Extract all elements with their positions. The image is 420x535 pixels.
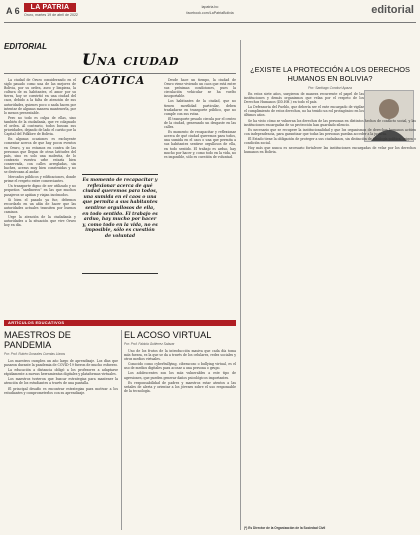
website-link[interactable]: lapatria.bo <box>201 5 219 9</box>
article-title: MAESTROS DE PANDEMIA <box>4 330 71 350</box>
opinion-paragraph: Es necesario que se recupere la institucionalidad y que los organismos de derechos humanos actúen con independencia, para garantizar que todas las personas puedan acceder a la justicia. <box>244 127 416 136</box>
editorial-paragraph: Es momento de recapacitar y reflexionar acerca de qué ciudad queremos para todos, una sumida en el caos o una que permita a sus habitantes sentirse orgullosos de ella, en todo sentido. El trabajo es arduo, hay mucho por hacer y, como todo en la vida, no es imposible, sólo es cuestión de voluntad. <box>164 130 236 159</box>
editorial-paragraph: Pero no todo es culpa de ellas, sino también de la ciudadanía, que ve colapsado el orden. Al contrario, todos buscan sus prioridades, dejando de lado el cariño por la Capital del Folklore de Bolivia. <box>4 115 76 137</box>
editorial-title-rule <box>4 73 236 74</box>
dateline: Oruro, martes 19 de abril de 2022 <box>24 13 78 17</box>
editorial-section <box>4 42 236 316</box>
pullquote-bottom-rule <box>82 273 158 274</box>
opinion-footer: (*) Es Director de la Organización de la Sociedad Civil <box>244 526 326 530</box>
social-link[interactable]: facebook.com/LaPatriaBolivia <box>186 11 234 15</box>
opinion-body <box>244 92 416 522</box>
editorial-paragraph: Desde hace un tiempo, la ciudad de Oruro viene viviendo un caos que está entre sus próximas condiciones, pues la circulación vehicular se ha vuelto insoportable. <box>164 78 236 99</box>
page-number: A 6 <box>6 6 20 16</box>
article-body <box>4 359 118 535</box>
article-paragraph: Los maestros cumplen un año largo de aprendizaje. Los días que pasaron durante la pandemia de COVID-19 fueron de mucho esfuerzo. <box>4 359 118 368</box>
opinion-paragraph: Hoy más que nunca es necesario fortalecer las instituciones encargadas de velar por los derechos humanos en Bolivia. <box>244 146 416 155</box>
opinion-paragraph: La Defensoría del Pueblo, que debería ser el ente encargado de vigilar el cumplimiento de estos derechos, no ha tenido un rol protagónico en los últimos años. <box>244 105 364 118</box>
article-paragraph: Los adolescentes son los más vulnerables a este tipo de agresiones, que pueden generar daños psicológicos importantes. <box>124 371 236 380</box>
article-byline: Por: Prof. Rubén Gonzales Cuentas Llanos <box>4 352 66 356</box>
pullquote-top-rule <box>82 174 158 175</box>
article-body <box>124 349 236 525</box>
article-paragraph: Conocido como cyberbullying, ciberacoso o bullying virtual, es el uso de medios digitales para acosar a una persona o grupo. <box>124 362 236 371</box>
article-paragraph: La educación a distancia obligó a los profesores a adaptarse rápidamente a nuevas herramientas digitales y plataformas virtuales. <box>4 368 118 377</box>
opinion-byline: Por: Santiago Condori Apaza <box>308 86 352 91</box>
page-header <box>0 0 420 24</box>
editorial-paragraph: Si bien el pasado ya fue, debemos recordarlo en un afán de hacer que las autoridades actuales transiten por buenos caminos. <box>4 197 76 214</box>
opinion-paragraph: En estos siete años, surgieron de manera recurrente el papel de las instituciones y demás organismos que velan por el respeto de los Derechos Humanos (DD.HH.) en todo el país. <box>244 92 364 105</box>
article-paragraph: Uno de los frutos de la introducción masiva que cada día toma más fuerza, es la que se da a través de los celulares, redes sociales y otros medios virtuales. <box>124 349 236 362</box>
articles-section-bar <box>4 320 236 326</box>
article-paragraph: Los maestros tuvieron que buscar estrategias para mantener la atención de los estudiantes a través de una pantalla. <box>4 377 118 386</box>
column-divider <box>240 40 241 530</box>
pullquote-text: Es momento de recapacitar y reflexionar acerca de qué ciudad queremos para todos, una sumida en el caos o una que permita a sus habitantes sentirse orgullosos de ella, en todo sentido. El trabajo es arduo, hay mucho por hacer y, como todo en la vida, no es imposible, sólo es cuestión de voluntad <box>82 178 158 239</box>
article-maestros <box>4 330 118 530</box>
article-title: EL ACOSO VIRTUAL <box>124 330 212 340</box>
masthead-logo <box>24 3 76 12</box>
editorial-title: Una ciudad caótica <box>82 50 180 88</box>
editorial-kicker: EDITORIAL <box>4 42 47 51</box>
opinion-title: ¿EXISTE LA PROTECCIÓN A LOS DERECHOS HUMANOS EN BOLIVIA? <box>250 65 410 83</box>
editorial-paragraph: En algunas ocasiones es excluyente comentar acerca de que hay pocos eventos en Oruro, y no estamos en contra de las personas que llegan de otras latitudes del país, sino es solo una molestia, de lo contrario vuestra urbe estaría bien conservada, con calles arregladas, sin baches, aceras muy bien construidas y no se destrozan al andar. <box>4 137 76 175</box>
editorial-pullquote <box>82 174 158 274</box>
article-paragraph: El principal desafío es encontrar estrategias para motivar a los estudiantes y comprometerlos con su aprendizaje. <box>4 386 118 395</box>
opinion-paragraph: Se ha visto cómo se vulneran los derechos de las personas en distintos hechos de conflicto social, y las instituciones encargadas de su protección han guardado silencio. <box>244 118 416 127</box>
editorial-body-col2 <box>164 78 236 314</box>
section-label: editorial <box>371 4 414 16</box>
articles-section-label: ARTÍCULOS EDUCATIVOS <box>8 320 65 325</box>
masthead-logo-text: LA PATRIA <box>30 4 70 11</box>
editorial-paragraph: La ciudad de Oruro considerando en el siglo pasado como una de las mejores de Bolivia, por su orden, aseo y limpieza, la cultura de su habitantes, el amor por su tierra, hoy se convirtió en una ciudad del caos, debido a la falta de atención de sus autoridades, quienes poco o nada hacen por intentar de algunas manera mantenerla, por lo menos presentable. <box>4 78 76 115</box>
header-divider <box>4 22 416 23</box>
opinion-paragraph: El Estado tiene la obligación de proteger a sus ciudadanos, sin distinción de ideología política, origen o condición social. <box>244 136 416 146</box>
article-paragraph: Es responsabilidad de padres y maestros estar atentos a las señales de alerta y orientar a los jóvenes sobre el uso responsable de la tecnología. <box>124 380 236 393</box>
opinion-section <box>244 66 416 532</box>
article-acoso <box>124 330 236 530</box>
editorial-body-col1 <box>4 78 76 314</box>
article-byline: Por: Prof. Fabiola Gutiérrez Salazar <box>124 342 175 346</box>
editorial-paragraph: El transporte pesado circula por el centro de la ciudad, generando un desgaste en las calles. <box>164 116 236 130</box>
editorial-paragraph: Un transporte digno de ser utilizado y no pequeños “sardineros” en las que muchos pasajeros se apiñan y viajan incómodos. <box>4 184 76 197</box>
article-divider <box>121 330 122 530</box>
editorial-paragraph: Mercados públicos y edificaciones, donde prime el respeto entre comerciantes. <box>4 175 76 184</box>
editorial-paragraph: Los habitantes de la ciudad, que no tienen movilidad particular, deben trasladarse en transporte público, que no cumple con sus rutas. <box>164 99 236 116</box>
editorial-paragraph: Urge la atención de la ciudadanía y autoridades a la situación que vive Oruro hoy en día. <box>4 215 76 228</box>
